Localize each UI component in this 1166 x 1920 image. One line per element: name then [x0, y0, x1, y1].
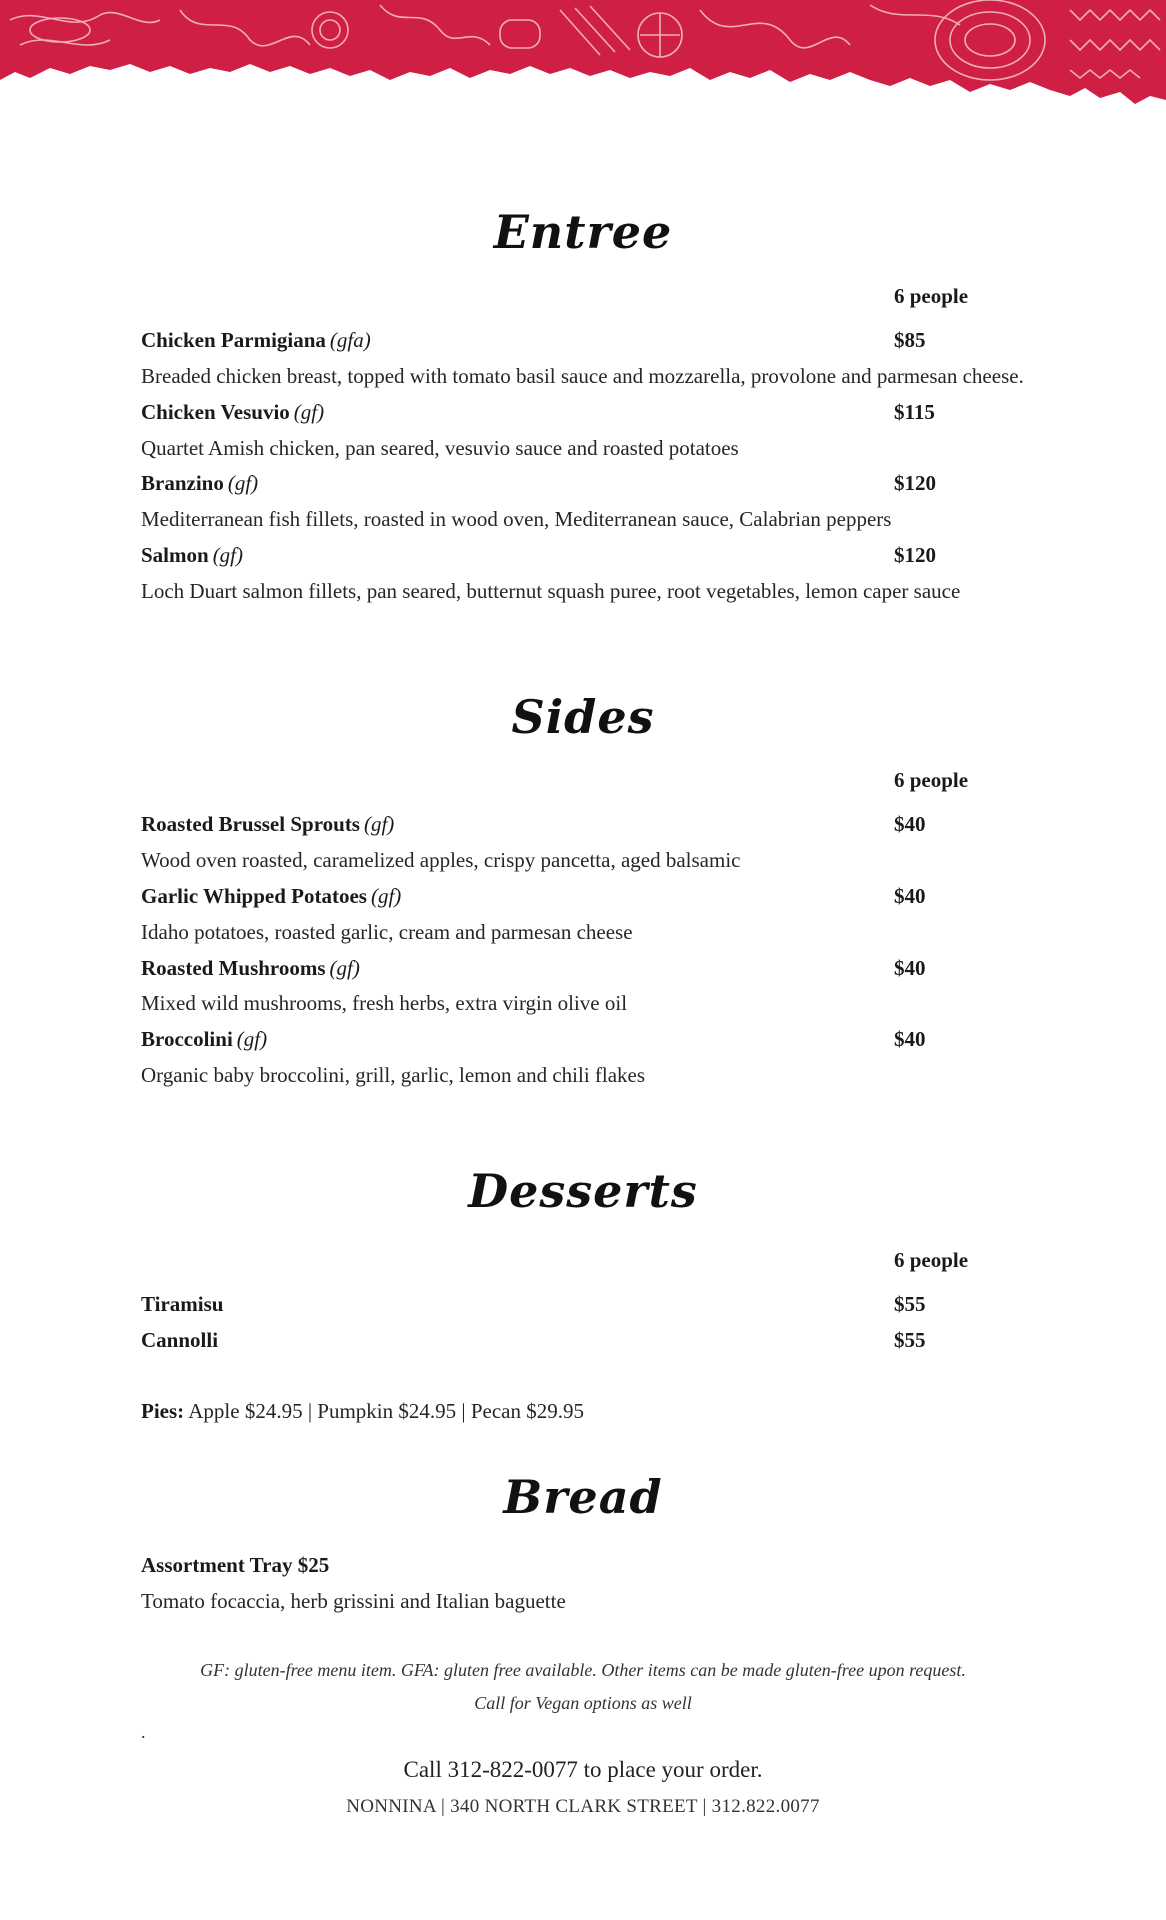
- bread-section-title: Bread: [503, 1470, 663, 1524]
- item-diet-tag: (gf): [363, 812, 395, 836]
- item-name: Tiramisu: [141, 1292, 224, 1316]
- menu-item-row: [141, 400, 1041, 434]
- item-price: $40: [894, 1027, 926, 1051]
- item-name: Roasted Mushrooms: [141, 956, 326, 980]
- menu-item-row: [141, 956, 1041, 990]
- item-price: $120: [894, 543, 936, 567]
- item-name: Chicken Vesuvio: [141, 400, 290, 424]
- restaurant-address: NONNINA | 340 NORTH CLARK STREET | 312.822.0077: [346, 1796, 820, 1817]
- gluten-free-note: GF: gluten-free menu item. GFA: gluten free available. Other items can be made gluten-free upon request.: [200, 1660, 966, 1680]
- item-description: Quartet Amish chicken, pan seared, vesuvio sauce and roasted potatoes: [141, 436, 739, 460]
- pies-prices: Apple $24.95 | Pumpkin $24.95 | Pecan $29.95: [184, 1399, 584, 1423]
- item-diet-tag: (gf): [329, 956, 360, 980]
- pies-label: Pies:: [141, 1399, 185, 1423]
- item-diet-tag: (gfa): [329, 328, 371, 352]
- decorative-header-banner: [0, 0, 1166, 115]
- item-description: Mediterranean fish fillets, roasted in wood oven, Mediterranean sauce, Calabrian peppers: [141, 507, 892, 531]
- menu-item-row: [141, 471, 1041, 505]
- menu-item-row: [141, 812, 1041, 846]
- item-diet-tag: (gf): [293, 400, 325, 424]
- item-name: Assortment Tray $25: [141, 1553, 330, 1577]
- item-diet-tag: (gf): [212, 543, 244, 567]
- item-name: Roasted Brussel Sprouts: [141, 812, 360, 836]
- item-diet-tag: (gf): [236, 1027, 268, 1051]
- item-price: $120: [894, 471, 936, 495]
- menu-item-row: [141, 1328, 1041, 1362]
- item-description: Mixed wild mushrooms, fresh herbs, extra virgin olive oil: [141, 991, 628, 1015]
- menu-item-row: [141, 328, 1041, 362]
- item-diet-tag: (gf): [370, 884, 402, 908]
- desserts-serving-header: 6 people: [894, 1248, 969, 1272]
- call-to-order: Call 312-822-0077 to place your order.: [403, 1757, 763, 1782]
- item-description: Idaho potatoes, roasted garlic, cream and parmesan cheese: [141, 920, 633, 944]
- item-description: Loch Duart salmon fillets, pan seared, butternut squash puree, root vegetables, lemon caper sauce: [141, 579, 961, 603]
- sides-section-title: Sides: [511, 690, 655, 744]
- item-diet-tag: (gf): [227, 471, 259, 495]
- item-price: $115: [894, 400, 935, 424]
- item-price: $40: [894, 956, 926, 980]
- stray-dot: .: [141, 1722, 146, 1742]
- item-price: $85: [894, 328, 926, 352]
- menu-item-row: [141, 1292, 1041, 1326]
- item-name: Cannolli: [141, 1328, 219, 1352]
- item-name: Broccolini: [141, 1027, 233, 1051]
- menu-item-row: [141, 1553, 1041, 1587]
- menu-item-row: [141, 543, 1041, 577]
- menu-item-row: [141, 1027, 1041, 1061]
- item-price: $55: [894, 1328, 926, 1352]
- item-description: Wood oven roasted, caramelized apples, crispy pancetta, aged balsamic: [141, 848, 741, 872]
- vegan-note: Call for Vegan options as well: [474, 1693, 692, 1713]
- item-name: Garlic Whipped Potatoes: [141, 884, 367, 908]
- item-name: Chicken Parmigiana: [141, 328, 326, 352]
- desserts-section-title: Desserts: [468, 1164, 698, 1218]
- entree-serving-header: 6 people: [894, 284, 969, 308]
- sides-serving-header: 6 people: [894, 768, 969, 792]
- item-price: $40: [894, 884, 926, 908]
- item-description: Organic baby broccolini, grill, garlic, lemon and chili flakes: [141, 1063, 646, 1087]
- entree-section-title: Entree: [493, 205, 673, 259]
- item-name: Branzino: [141, 471, 224, 495]
- pies-line: [141, 1399, 584, 1424]
- item-name: Salmon: [141, 543, 209, 567]
- menu-item-row: [141, 884, 1041, 918]
- item-price: $40: [894, 812, 926, 836]
- item-description: Breaded chicken breast, topped with tomato basil sauce and mozzarella, provolone and parmesan cheese.: [141, 364, 1024, 388]
- item-price: $55: [894, 1292, 926, 1316]
- item-description: Tomato focaccia, herb grissini and Italian baguette: [141, 1589, 566, 1613]
- banner-shape: [0, 0, 1166, 104]
